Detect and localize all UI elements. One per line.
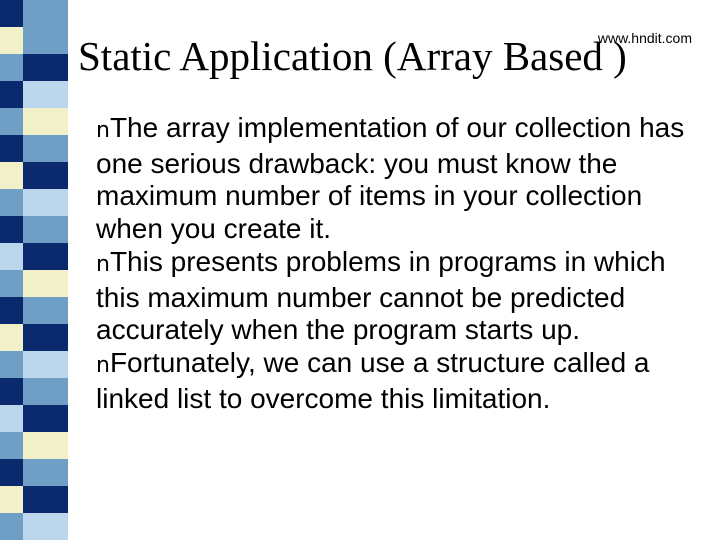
bullet-item — [96, 246, 706, 347]
stripe-block — [23, 243, 68, 270]
stripe-row — [0, 189, 68, 216]
stripe-row — [0, 108, 68, 135]
stripe-block — [23, 189, 68, 216]
stripe-row — [0, 135, 68, 162]
stripe-row — [0, 432, 68, 459]
stripe-row — [0, 378, 68, 405]
stripe-block — [23, 459, 68, 486]
stripe-block — [23, 378, 68, 405]
stripe-block — [0, 0, 23, 27]
stripe-block — [0, 486, 23, 513]
stripe-block — [23, 54, 68, 81]
stripe-block — [0, 297, 23, 324]
stripe-block — [23, 0, 68, 27]
stripe-block — [0, 513, 23, 540]
stripe-block — [23, 135, 68, 162]
stripe-block — [0, 189, 23, 216]
stripe-row — [0, 0, 68, 27]
stripe-block — [23, 297, 68, 324]
bullet-marker-icon: n — [96, 251, 110, 277]
stripe-row — [0, 54, 68, 81]
stripe-row — [0, 81, 68, 108]
stripe-block — [23, 162, 68, 189]
stripe-block — [0, 270, 23, 297]
stripe-block — [0, 216, 23, 243]
bullet-item — [96, 347, 706, 415]
bullet-marker-icon: n — [96, 118, 110, 143]
stripe-row — [0, 459, 68, 486]
stripe-row — [0, 324, 68, 351]
stripe-block — [0, 351, 23, 378]
stripe-block — [23, 432, 68, 459]
stripe-block — [0, 243, 23, 270]
slide-title: Static Application (Array Based ) — [78, 33, 627, 79]
stripe-block — [23, 405, 68, 432]
stripe-row — [0, 243, 68, 270]
stripe-block — [23, 486, 68, 513]
stripe-block — [0, 324, 23, 351]
bullet-text: This presents problems in programs in which this maximum number cannot be predicted accurately when the program starts up. — [96, 245, 666, 346]
stripe-row — [0, 297, 68, 324]
stripe-block — [0, 81, 23, 108]
stripe-row — [0, 405, 68, 432]
stripe-block — [23, 270, 68, 297]
stripe-block — [23, 27, 68, 54]
stripe-row — [0, 216, 68, 243]
stripe-block — [0, 135, 23, 162]
stripe-row — [0, 270, 68, 297]
stripe-block — [0, 378, 23, 405]
stripe-block — [23, 513, 68, 540]
bullet-text: The array implementation of our collection has one serious drawback: you must know the maximum number of items in your collection when you create it. — [96, 112, 685, 245]
stripe-row — [0, 513, 68, 540]
stripe-block — [0, 108, 23, 135]
stripe-row — [0, 351, 68, 378]
stripe-block — [0, 27, 23, 54]
stripe-row — [0, 27, 68, 54]
slide-body — [96, 112, 706, 415]
stripe-block — [23, 351, 68, 378]
stripe-block — [0, 459, 23, 486]
stripe-block — [0, 162, 23, 189]
bullet-marker-icon: n — [96, 352, 110, 378]
stripe-block — [23, 81, 68, 108]
stripe-block — [0, 405, 23, 432]
stripe-row — [0, 486, 68, 513]
stripe-row — [0, 162, 68, 189]
stripe-block — [0, 432, 23, 459]
bullet-text: Fortunately, we can use a structure called a linked list to overcome this limitation. — [96, 346, 650, 414]
stripe-block — [0, 54, 23, 81]
bullet-item — [96, 112, 706, 246]
watermark-url: www.hndit.com — [597, 30, 692, 46]
stripe-block — [23, 216, 68, 243]
stripe-block — [23, 324, 68, 351]
decorative-stripe-bar — [0, 0, 68, 540]
stripe-block — [23, 108, 68, 135]
